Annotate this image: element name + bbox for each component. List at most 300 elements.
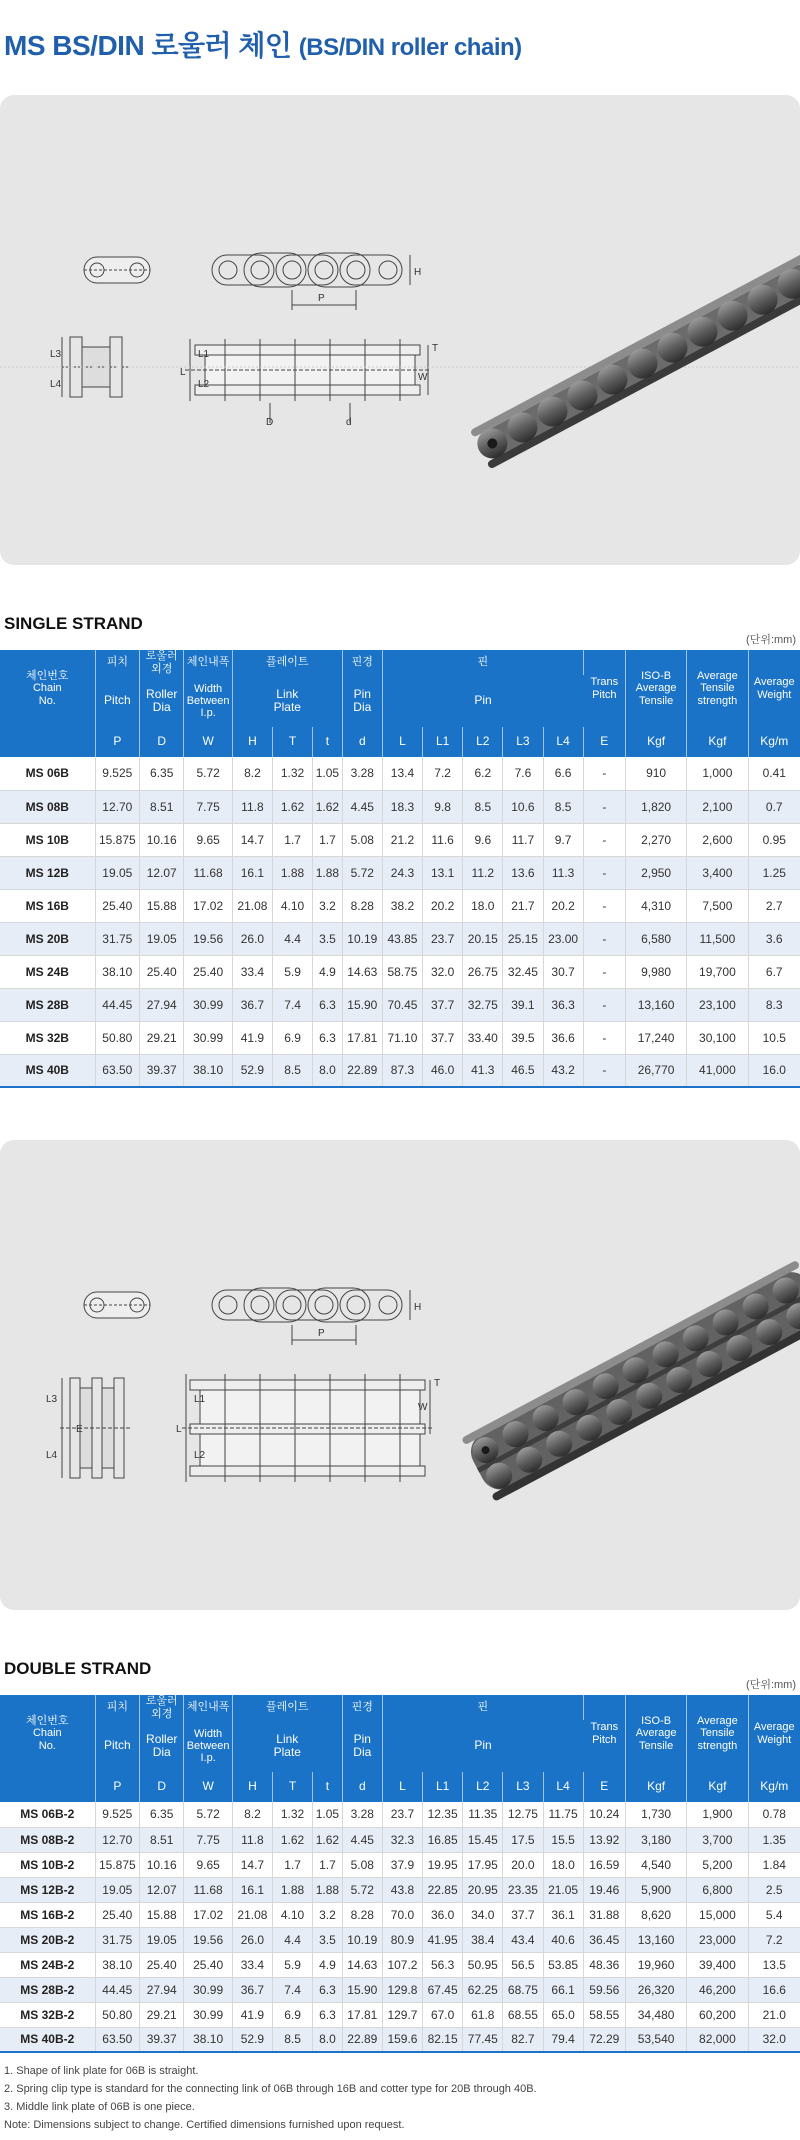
col-avg-tensile-2: Average Tensile strength (687, 1695, 748, 1772)
table-cell: 1.35 (748, 1827, 800, 1852)
table-cell: 11.6 (423, 823, 463, 856)
table-row (0, 1977, 800, 2002)
label-l2-2: L2 (194, 1450, 206, 1461)
table-cell: 6.3 (313, 1977, 343, 2002)
table-cell: 22.89 (342, 2027, 382, 2052)
col-pindia-en: Pin Dia (342, 675, 382, 727)
table-cell: 1.32 (272, 757, 312, 790)
table-cell: 58.55 (583, 2002, 625, 2027)
chain-end-view-2 (60, 1378, 132, 1478)
table-cell: 14.63 (342, 1952, 382, 1977)
label-l2: L2 (198, 379, 210, 390)
table-cell: 52.9 (232, 2027, 272, 2052)
table-cell: 33.4 (232, 1952, 272, 1977)
table-cell: 50.95 (463, 1952, 503, 1977)
chain-model-cell: MS 16B-2 (0, 1902, 95, 1927)
table-cell: 19.56 (184, 922, 232, 955)
table-cell: 46.5 (503, 1054, 543, 1087)
table-cell: 5.4 (748, 1902, 800, 1927)
table-cell: 5.08 (342, 823, 382, 856)
footnote-1: 1. Shape of link plate for 06B is straight. (4, 2065, 199, 2077)
label-t-2: T (434, 1378, 441, 1389)
table-cell: 43.85 (382, 922, 422, 955)
table-cell: 5,200 (687, 1852, 748, 1877)
table-cell: 6.3 (313, 1021, 343, 1054)
table-cell: 34.0 (463, 1902, 503, 1927)
table-cell: 6.9 (272, 1021, 312, 1054)
table-cell: 18.3 (382, 790, 422, 823)
table-cell: 4,310 (625, 889, 686, 922)
table-cell: 15,000 (687, 1902, 748, 1927)
table-cell: 8.51 (140, 790, 184, 823)
table-cell: 26,770 (625, 1054, 686, 1087)
label-l3: L3 (50, 349, 62, 360)
table-row (0, 889, 800, 922)
table-cell: 4.9 (313, 955, 343, 988)
unit-l1: L1 (423, 727, 463, 757)
label-l3-2: L3 (46, 1394, 58, 1405)
double-chain-photo (461, 1260, 800, 1502)
table-cell: 38.2 (382, 889, 422, 922)
table-cell: 20.0 (503, 1852, 543, 1877)
table-cell: 1.25 (748, 856, 800, 889)
table-cell: 20.2 (423, 889, 463, 922)
table-cell: 1.84 (748, 1852, 800, 1877)
table-cell: 8.5 (272, 2027, 312, 2052)
table-row (0, 988, 800, 1021)
table-cell: 65.0 (543, 2002, 583, 2027)
table-cell: - (583, 856, 625, 889)
chain-model-cell: MS 28B-2 (0, 1977, 95, 2002)
table-cell: 50.80 (95, 2002, 139, 2027)
table-cell: 1.62 (313, 1827, 343, 1852)
table-cell: 82.7 (503, 2027, 543, 2052)
unit-l2: L2 (463, 727, 503, 757)
unit-kgf-iso-2: Kgf (625, 1772, 686, 1802)
col-chain-no (0, 650, 95, 727)
table-cell: 6.35 (140, 757, 184, 790)
unit-p-2: P (95, 1772, 139, 1802)
table-cell: 8.2 (232, 1802, 272, 1827)
table-cell: 66.1 (543, 1977, 583, 2002)
table-cell: 14.7 (232, 1852, 272, 1877)
table-cell: 1.88 (313, 856, 343, 889)
table-cell: 25.15 (503, 922, 543, 955)
table-cell: 21.2 (382, 823, 422, 856)
table-cell: 13,160 (625, 1927, 686, 1952)
table-cell: 36.3 (543, 988, 583, 1021)
footnote-2: 2. Spring clip type is standard for the connecting link of 06B through 16B and cotter type for 20B through 40B. (4, 2083, 537, 2095)
table-cell: 1.62 (313, 790, 343, 823)
unit-l1-2: L1 (423, 1772, 463, 1802)
table-cell: 0.78 (748, 1802, 800, 1827)
table-cell: 61.8 (463, 2002, 503, 2027)
table-cell: 22.89 (342, 1054, 382, 1087)
table-cell: 23.35 (503, 1877, 543, 1902)
table-cell: 1.7 (313, 1852, 343, 1877)
label-t-upper: T (432, 343, 439, 354)
unit-kgf-iso: Kgf (625, 727, 686, 757)
unit-l4: L4 (543, 727, 583, 757)
col-plate-en-2: Link Plate (232, 1720, 342, 1772)
table-cell: 41.3 (463, 1054, 503, 1087)
chain-side-view (185, 339, 430, 423)
table-cell: 1.7 (313, 823, 343, 856)
table-row (0, 2002, 800, 2027)
table-cell: 159.6 (382, 2027, 422, 2052)
col-width-en-2: Width Between I.p. (184, 1720, 232, 1772)
table-cell: 32.0 (423, 955, 463, 988)
table-cell: 19.46 (583, 1877, 625, 1902)
single-strand-drawing (0, 95, 800, 565)
table-cell: 50.80 (95, 1021, 139, 1054)
table-cell: 67.0 (423, 2002, 463, 2027)
table-cell: 38.10 (184, 1054, 232, 1087)
table-cell: 10.16 (140, 823, 184, 856)
table-cell: 68.75 (503, 1977, 543, 2002)
table-cell: 7.75 (184, 1827, 232, 1852)
col-width-kr: 체인내폭 (184, 650, 232, 675)
table-row (0, 955, 800, 988)
table-cell: 17.02 (184, 1902, 232, 1927)
label-w: W (418, 372, 428, 383)
table-cell: 8.0 (313, 2027, 343, 2052)
table-cell: 79.4 (543, 2027, 583, 2052)
table-cell: 6.6 (543, 757, 583, 790)
table-cell: 2.7 (748, 889, 800, 922)
table-cell: 3.2 (313, 1902, 343, 1927)
table-cell: 1.32 (272, 1802, 312, 1827)
table-cell: 1.88 (272, 1877, 312, 1902)
table-cell: 15.88 (140, 1902, 184, 1927)
table-cell: 70.0 (382, 1902, 422, 1927)
table-cell: 2,950 (625, 856, 686, 889)
table-cell: 39,400 (687, 1952, 748, 1977)
table-cell: 11.68 (184, 1877, 232, 1902)
table-cell: 15.88 (140, 889, 184, 922)
label-d-lower: d (346, 417, 352, 428)
unit-blank (0, 727, 95, 757)
table-cell: 15.90 (342, 988, 382, 1021)
table-cell: 7.4 (272, 1977, 312, 2002)
table-cell: 9.525 (95, 757, 139, 790)
table-cell: 30.99 (184, 1977, 232, 2002)
table-cell: 44.45 (95, 988, 139, 1021)
unit-t-lower: t (313, 727, 343, 757)
table-cell: 31.75 (95, 1927, 139, 1952)
unit-kgf-avg: Kgf (687, 727, 748, 757)
table-cell: 5.72 (342, 856, 382, 889)
chain-model-cell: MS 08B-2 (0, 1827, 95, 1852)
table-cell: 3,180 (625, 1827, 686, 1852)
table-cell: 16.0 (748, 1054, 800, 1087)
table-cell: 25.40 (184, 1952, 232, 1977)
table-cell: 7.4 (272, 988, 312, 1021)
table-cell: 8.3 (748, 988, 800, 1021)
table-row (0, 1021, 800, 1054)
table-cell: 36.0 (423, 1902, 463, 1927)
table-cell: 6.35 (140, 1802, 184, 1827)
table-cell: 23.7 (423, 922, 463, 955)
table-cell: 6.3 (313, 2002, 343, 2027)
col-chain-no-2 (0, 1695, 95, 1772)
table-cell: 41.9 (232, 2002, 272, 2027)
col-avg-weight: Average Weight (748, 650, 800, 727)
chain-model-cell: MS 32B-2 (0, 2002, 95, 2027)
page-title-sub: (BS/DIN roller chain) (298, 34, 522, 61)
table-cell: 19.95 (423, 1852, 463, 1877)
table-cell: 5.9 (272, 955, 312, 988)
unit-l: L (382, 727, 422, 757)
table-cell: 52.9 (232, 1054, 272, 1087)
footnote-3: 3. Middle link plate of 06B is one piece. (4, 2101, 195, 2113)
single-strand-illustration (0, 95, 800, 565)
col-pin-en-2: Pin (382, 1720, 583, 1772)
chain-model-cell: MS 24B-2 (0, 1952, 95, 1977)
chain-top-view-2 (212, 1288, 410, 1345)
table-cell: 21.05 (543, 1877, 583, 1902)
col-pindia-kr-2: 핀경 (342, 1695, 382, 1720)
table-cell: 36.6 (543, 1021, 583, 1054)
table-row (0, 856, 800, 889)
table-cell: 1.7 (272, 1852, 312, 1877)
table-cell: 39.5 (503, 1021, 543, 1054)
table-cell: 33.40 (463, 1021, 503, 1054)
double-strand-illustration (0, 1140, 800, 1610)
link-plate-view (84, 257, 150, 283)
table-cell: 18.0 (543, 1852, 583, 1877)
table-cell: 31.75 (95, 922, 139, 955)
table-cell: 5.08 (342, 1852, 382, 1877)
label-l: L (180, 367, 186, 378)
table-cell: 4.45 (342, 1827, 382, 1852)
table-cell: 25.40 (140, 1952, 184, 1977)
table-cell: 82,000 (687, 2027, 748, 2052)
table-cell: 8.28 (342, 1902, 382, 1927)
table-cell: 16.6 (748, 1977, 800, 2002)
table-cell: 19.56 (184, 1927, 232, 1952)
col-pitch-kr-2: 피치 (95, 1695, 139, 1720)
chain-model-cell: MS 06B-2 (0, 1802, 95, 1827)
col-pitch-en: Pitch (95, 675, 139, 727)
table-row (0, 1952, 800, 1977)
table-cell: 7.2 (423, 757, 463, 790)
table-cell: 12.75 (503, 1802, 543, 1827)
table-cell: 37.7 (423, 1021, 463, 1054)
table-cell: 38.4 (463, 1927, 503, 1952)
table-cell: 72.29 (583, 2027, 625, 2052)
col-pitch-en-2: Pitch (95, 1720, 139, 1772)
table-cell: 25.40 (95, 889, 139, 922)
col-trans: Trans Pitch (583, 650, 625, 727)
table-row (0, 1902, 800, 1927)
table-cell: 19,960 (625, 1952, 686, 1977)
table-cell: 26,320 (625, 1977, 686, 2002)
table-cell: 3.28 (342, 1802, 382, 1827)
table-cell: 37.7 (423, 988, 463, 1021)
table-cell: 8.5 (272, 1054, 312, 1087)
table-row (0, 1054, 800, 1087)
table-cell: 17.02 (184, 889, 232, 922)
table-cell: 3.2 (313, 889, 343, 922)
table-cell: 5.72 (342, 1877, 382, 1902)
table-cell: - (583, 955, 625, 988)
chain-model-cell: MS 12B-2 (0, 1877, 95, 1902)
table-cell: 77.45 (463, 2027, 503, 2052)
footnotes (4, 2062, 537, 2134)
unit-l3: L3 (503, 727, 543, 757)
unit-l-2: L (382, 1772, 422, 1802)
table-cell: 19.05 (140, 922, 184, 955)
page-title-main: MS BS/DIN 로울러 체인 (4, 30, 292, 61)
table-cell: 9.65 (184, 823, 232, 856)
table-cell: 87.3 (382, 1054, 422, 1087)
label-l4-2: L4 (46, 1450, 58, 1461)
table-cell: 41.9 (232, 1021, 272, 1054)
table-cell: 17.5 (503, 1827, 543, 1852)
double-unit-note: (단위:mm) (746, 1679, 796, 1691)
table-cell: 5.72 (184, 1802, 232, 1827)
table-cell: 10.16 (140, 1852, 184, 1877)
double-strand-table (0, 1695, 800, 2053)
table-cell: 29.21 (140, 1021, 184, 1054)
label-p: P (318, 293, 325, 304)
table-cell: 16.1 (232, 856, 272, 889)
table-cell: 129.8 (382, 1977, 422, 2002)
label-d-upper: D (266, 417, 274, 428)
table-cell: 30.7 (543, 955, 583, 988)
table-cell: - (583, 922, 625, 955)
table-cell: 59.56 (583, 1977, 625, 2002)
table-cell: 11,500 (687, 922, 748, 955)
double-strand-title: DOUBLE STRAND (4, 1659, 152, 1678)
table-cell: 43.4 (503, 1927, 543, 1952)
table-row (0, 1877, 800, 1902)
table-cell: 60,200 (687, 2002, 748, 2027)
table-cell: 21.08 (232, 889, 272, 922)
table-cell: 53,540 (625, 2027, 686, 2052)
unit-pin-d-2: d (342, 1772, 382, 1802)
unit-e: E (583, 727, 625, 757)
table-cell: 6.7 (748, 955, 800, 988)
table-cell: 1.05 (313, 1802, 343, 1827)
col-trans-2: Trans Pitch (583, 1695, 625, 1772)
table-row (0, 1927, 800, 1952)
table-cell: - (583, 823, 625, 856)
table-cell: 25.40 (95, 1902, 139, 1927)
table-cell: 7,500 (687, 889, 748, 922)
table-cell: 0.7 (748, 790, 800, 823)
table-cell: 4.10 (272, 1902, 312, 1927)
unit-l3-2: L3 (503, 1772, 543, 1802)
col-plate-kr-2: 플레이트 (232, 1695, 342, 1720)
table-cell: 18.0 (463, 889, 503, 922)
table-cell: 13.92 (583, 1827, 625, 1852)
label-e: E (76, 1424, 83, 1435)
table-cell: 7.75 (184, 790, 232, 823)
chain-model-cell: MS 10B-2 (0, 1852, 95, 1877)
table-cell: 15.875 (95, 1852, 139, 1877)
table-cell: 3,400 (687, 856, 748, 889)
table-cell: 4.10 (272, 889, 312, 922)
table-cell: 2,100 (687, 790, 748, 823)
table-cell: 30,100 (687, 1021, 748, 1054)
table-row (0, 1852, 800, 1877)
table-cell: 3,700 (687, 1827, 748, 1852)
table-cell: 12.07 (140, 1877, 184, 1902)
table-cell: 39.37 (140, 1054, 184, 1087)
table-cell: 1.88 (313, 1877, 343, 1902)
link-plate-view-2 (84, 1292, 150, 1318)
table-cell: - (583, 757, 625, 790)
table-cell: 8.28 (342, 889, 382, 922)
unit-l4-2: L4 (543, 1772, 583, 1802)
table-cell: 8.0 (313, 1054, 343, 1087)
table-cell: 11.35 (463, 1802, 503, 1827)
single-strand-title: SINGLE STRAND (4, 614, 143, 633)
table-row (0, 1802, 800, 1827)
chain-model-cell: MS 40B (0, 1054, 95, 1087)
table-cell: 2.5 (748, 1877, 800, 1902)
table-cell: 27.94 (140, 1977, 184, 2002)
table-cell: 56.3 (423, 1952, 463, 1977)
table-cell: 7.6 (503, 757, 543, 790)
col-iso-2: ISO-B Average Tensile (625, 1695, 686, 1772)
table-cell: 36.7 (232, 988, 272, 1021)
unit-t-upper-2: T (272, 1772, 312, 1802)
table-cell: 70.45 (382, 988, 422, 1021)
table-cell: 44.45 (95, 1977, 139, 2002)
table-cell: 21.08 (232, 1902, 272, 1927)
unit-w: W (184, 727, 232, 757)
table-cell: 16.1 (232, 1877, 272, 1902)
chain-model-cell: MS 08B (0, 790, 95, 823)
table-cell: 129.7 (382, 2002, 422, 2027)
table-cell: 8.2 (232, 757, 272, 790)
table-cell: - (583, 1054, 625, 1087)
table-cell: 21.0 (748, 2002, 800, 2027)
table-cell: 62.25 (463, 1977, 503, 2002)
unit-kgf-avg-2: Kgf (687, 1772, 748, 1802)
unit-h-2: H (232, 1772, 272, 1802)
table-cell: 15.45 (463, 1827, 503, 1852)
label-w-2: W (418, 1402, 428, 1413)
table-cell: 22.85 (423, 1877, 463, 1902)
table-cell: 19.05 (95, 1877, 139, 1902)
chain-model-cell: MS 32B (0, 1021, 95, 1054)
table-cell: 910 (625, 757, 686, 790)
table-cell: - (583, 790, 625, 823)
unit-d-2: D (140, 1772, 184, 1802)
table-cell: 11.75 (543, 1802, 583, 1827)
table-cell: 20.2 (543, 889, 583, 922)
table-cell: 25.40 (140, 955, 184, 988)
table-cell: 36.7 (232, 1977, 272, 2002)
table-cell: 39.37 (140, 2027, 184, 2052)
table-cell: 38.10 (184, 2027, 232, 2052)
table-cell: 82.15 (423, 2027, 463, 2052)
unit-h: H (232, 727, 272, 757)
table-cell: 38.10 (95, 955, 139, 988)
table-cell: 1.62 (272, 790, 312, 823)
table-cell: 107.2 (382, 1952, 422, 1977)
table-cell: 40.6 (543, 1927, 583, 1952)
table-cell: 3.5 (313, 1927, 343, 1952)
table-cell: 68.55 (503, 2002, 543, 2027)
table-cell: 6.2 (463, 757, 503, 790)
table-cell: 26.0 (232, 1927, 272, 1952)
table-cell: 9.7 (543, 823, 583, 856)
